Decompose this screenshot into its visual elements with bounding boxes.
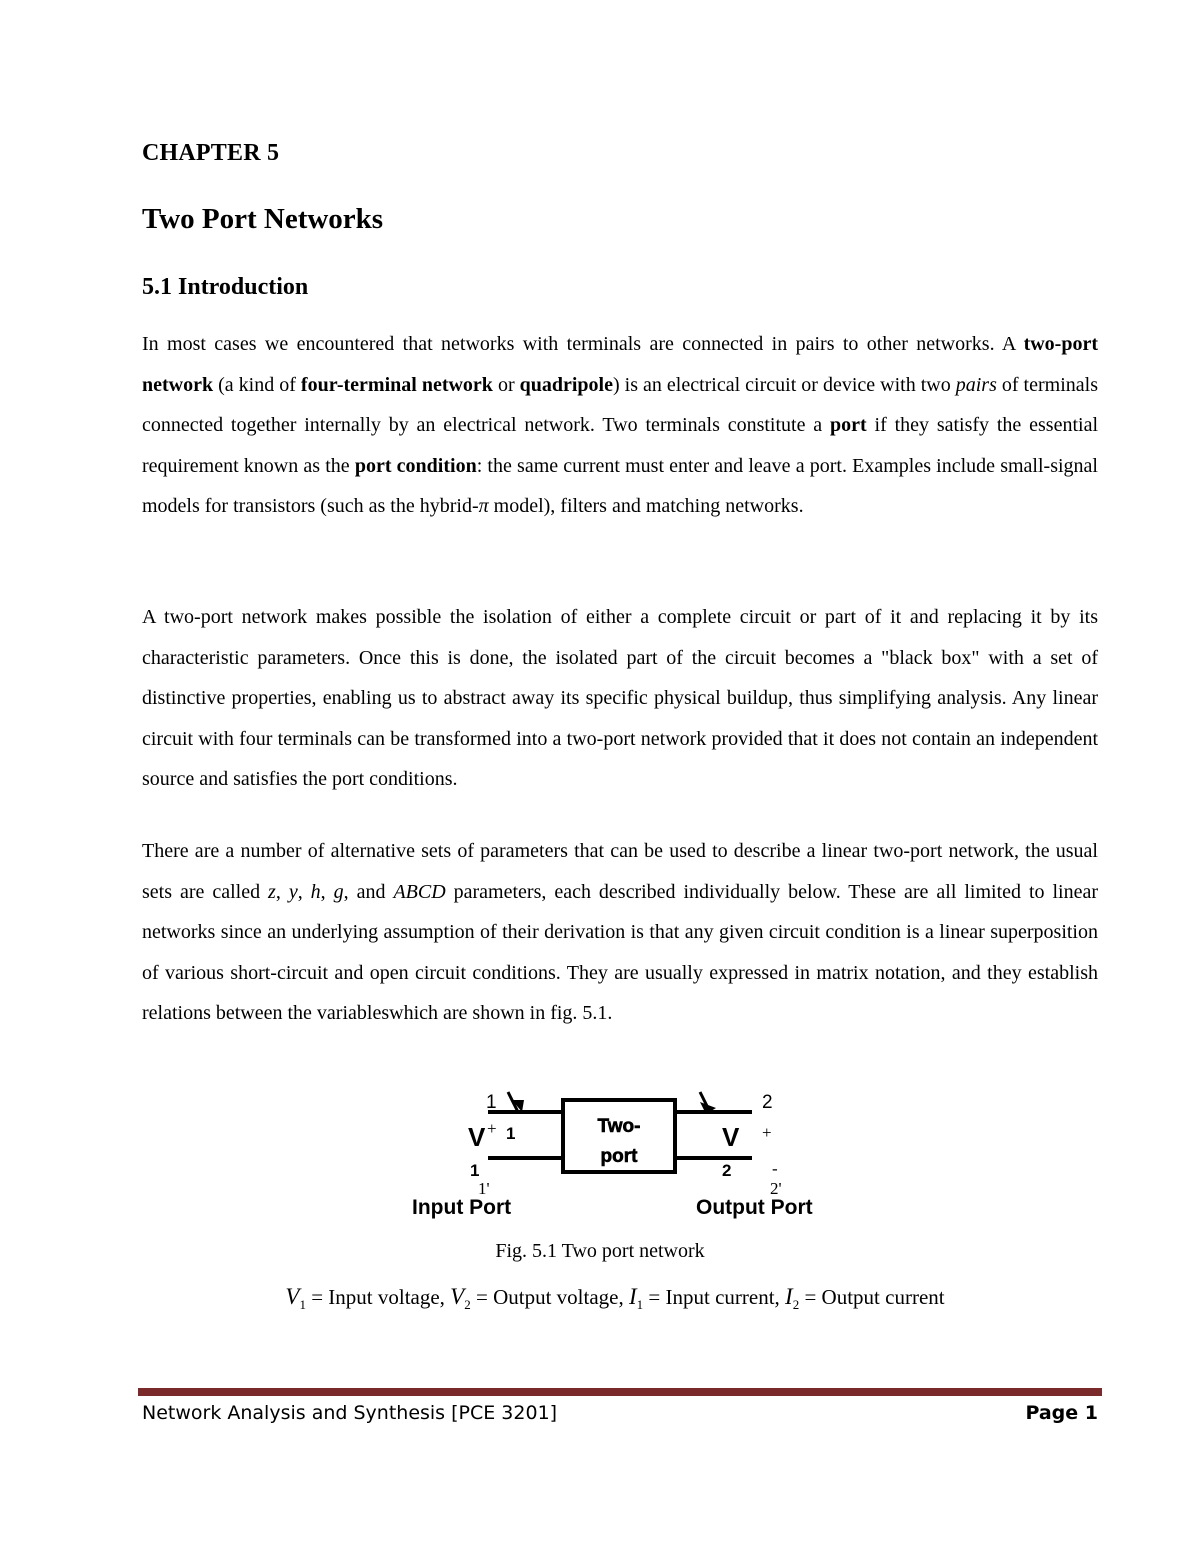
output-minus-sign: - [772,1159,778,1178]
text-run: : the same current must enter and leave a port. Examples include small-signal models for transistors (such as the hybrid- [142,454,1098,517]
output-port-label: Output Port [696,1196,813,1219]
footer-page-number: Page 1 [1025,1402,1098,1424]
text-run: There are a number of alternative sets of parameters that can be used to describe a linear two-port network, the usual sets are called [142,840,1098,903]
term-two-port-network: two-port network [142,333,1098,396]
term-port: port [830,414,867,436]
input-voltage-sub: 1 [470,1161,480,1180]
param-h: h [310,880,321,903]
text-run: In most cases we encountered that networks with terminals are connected in pairs to other networks. A [142,333,1024,355]
text-run: , [275,880,289,903]
footer-course-title: Network Analysis and Synthesis [PCE 3201] [142,1402,558,1424]
variable-definitions [0,1284,1200,1313]
var-v2-desc: = Output voltage, [470,1285,629,1309]
var-v1-desc: = Input voltage, [305,1285,451,1309]
var-i2-desc: = Output current [799,1285,945,1309]
chapter-title: Two Port Networks [142,203,384,235]
text-run: , and [343,880,394,903]
two-port-network-diagram [400,1082,840,1222]
output-voltage-sub: 2 [722,1161,732,1180]
text-run: model), filters and matching networks. [488,495,804,517]
section-heading: 5.1 Introduction [142,274,309,300]
text-run: parameters, each described individually below. These are all limited to linear networks since an underlying assumption of their derivation is that any given circuit condition is a linear superposition of various short-circuit and open circuit conditions. They are usually expressed in matrix notation, and they establish relations between the variableswhich are shown in fig. 5.1. [142,880,1099,1024]
var-i1-desc: = Input current, [643,1285,786,1309]
output-terminal-bottom: 2' [770,1179,782,1198]
output-terminal-top: 2 [762,1092,773,1113]
param-z: z [268,880,276,903]
var-i1-sub: 1 [636,1297,644,1313]
term-port-condition: port condition [354,454,477,477]
text-run: ) is an electrical circuit or device with two [612,373,956,396]
box-label-line1: Two- [597,1116,641,1137]
input-terminal-bottom: 1' [478,1179,490,1198]
text-run: of terminals connected together internally by an electrical network. Two terminals constitute a [142,373,1098,436]
param-y: y [288,880,298,903]
term-quadripole: quadripole [519,373,613,396]
param-abcd: ABCD [393,880,446,903]
box-label-line2: port [600,1146,638,1167]
var-v1-sub: 1 [299,1297,306,1313]
chapter-label: CHAPTER 5 [142,140,280,166]
footer-rule [138,1388,1102,1396]
text-run: , [297,880,311,903]
input-plus-sign: + [487,1119,497,1138]
term-four-terminal-network: four-terminal network [300,373,493,396]
output-plus-sign: + [762,1123,772,1142]
emphasis-pairs: pairs [955,373,997,396]
input-current-label: 1 [506,1124,516,1143]
input-port-label: Input Port [412,1196,512,1219]
output-voltage-label: V [722,1122,740,1152]
text-run: (a kind of [213,373,301,396]
input-terminal-top: 1 [486,1092,497,1113]
paragraph-black-box: A two-port network makes possible the isolation of either a complete circuit or part of it and replacing it by its characteristic parameters. Once this is done, the isolated part of the circuit becomes a "black box" with a set of distinctive properties, enabling us to abstract away its specific physical buildup, thus simplifying analysis. Any linear circuit with four terminals can be transformed into a two-port network provided that it does not contain an independent source and satisfies the port conditions. [142,606,1098,790]
var-v2: V [450,1284,465,1309]
var-v1: V [285,1284,300,1309]
paragraph-intro [142,324,1098,527]
text-run: or [492,373,520,396]
var-v2-sub: 2 [464,1297,471,1313]
paragraph-parameters [142,831,1098,1034]
input-voltage-label: V [468,1122,486,1152]
symbol-pi: π [478,495,489,517]
var-i1: I [628,1284,637,1309]
text-run: , [320,880,334,903]
param-g: g [333,880,344,903]
text-run: if they satisfy the essential requirement known as the [142,414,1099,477]
var-i2-sub: 2 [792,1297,800,1313]
figure-caption: Fig. 5.1 Two port network [495,1240,705,1262]
var-i2: I [785,1284,793,1309]
